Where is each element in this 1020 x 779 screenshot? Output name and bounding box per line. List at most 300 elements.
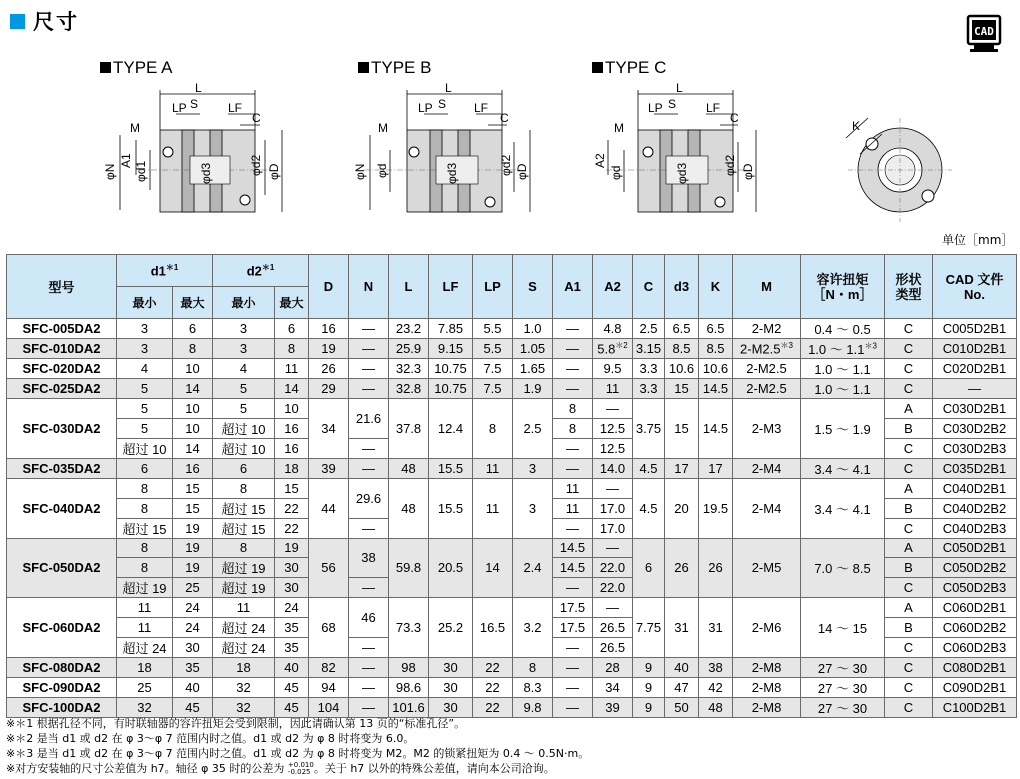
cell-d3: 26: [665, 538, 699, 598]
cell-C: 3.15: [633, 339, 665, 359]
cell-S: 1.05: [513, 339, 553, 359]
svg-text:LP: LP: [648, 101, 663, 115]
cell-d1max: 19: [173, 518, 213, 538]
cell-type: A: [885, 478, 933, 498]
svg-text:A2: A2: [593, 153, 607, 168]
cell-d2max: 6: [275, 319, 309, 339]
header-d2: $d2^{*1}$: [213, 255, 309, 287]
cell-d1min: 超过 24: [117, 638, 173, 658]
header-d2-min: 最小: [213, 287, 275, 319]
footnote-3: ※＊3 是当 d1 或 d2 在 φ 3～φ 7 范围内时之值。d1 或 d2 为 φ 8 时将变为 M2。M2 的锁紧扭矩为 0.4 ～ 0.5N·m。: [6, 747, 590, 760]
cell-A2: 11: [593, 379, 633, 399]
cell-torque: 1.0 ～ $1.1^{*3}$: [801, 339, 885, 359]
cell-d1min: 8: [117, 498, 173, 518]
table-row: [7, 359, 1017, 379]
cell-D: 39: [309, 458, 349, 478]
cell-A2: 26.5: [593, 618, 633, 638]
cell-type: A: [885, 598, 933, 618]
cell-S: 2.4: [513, 538, 553, 598]
cell-d2min: 超过 19: [213, 578, 275, 598]
svg-text:M: M: [614, 121, 624, 135]
cell-L: 73.3: [389, 598, 429, 658]
cell-type: C: [885, 518, 933, 538]
cell-LF: 30: [429, 658, 473, 678]
cell-LF: 25.2: [429, 598, 473, 658]
cell-LF: 12.4: [429, 399, 473, 459]
page-title: 尺寸: [33, 10, 79, 34]
cell-A2: 26.5: [593, 638, 633, 658]
cell-cad: C035D2B1: [933, 458, 1017, 478]
model-cell: SFC-020DA2: [7, 359, 117, 379]
cell-type: B: [885, 418, 933, 438]
svg-text:φd2: φd2: [249, 154, 263, 176]
cell-M: 2-M3: [733, 399, 801, 459]
cell-L: 101.6: [389, 698, 429, 718]
cell-N: —: [349, 678, 389, 698]
cell-N: —: [349, 379, 389, 399]
cell-K: 6.5: [699, 319, 733, 339]
cell-d2min: 32: [213, 698, 275, 718]
cell-type: B: [885, 498, 933, 518]
cell-d2min: 超过 15: [213, 498, 275, 518]
cell-L: 32.8: [389, 379, 429, 399]
cell-d3: 50: [665, 698, 699, 718]
cell-M: 2-M4: [733, 478, 801, 538]
cell-M: 2-M6: [733, 598, 801, 658]
cell-torque: 27 ～ 30: [801, 658, 885, 678]
cell-D: 44: [309, 478, 349, 538]
cell-C: 6: [633, 538, 665, 598]
svg-text:LP: LP: [172, 101, 187, 115]
svg-text:S: S: [438, 97, 447, 111]
cell-M: 2-M8: [733, 658, 801, 678]
cell-L: 59.8: [389, 538, 429, 598]
svg-text:LP: LP: [418, 101, 433, 115]
cell-A2: 17.0: [593, 498, 633, 518]
cell-C: 4.5: [633, 478, 665, 538]
cell-d1max: 14: [173, 379, 213, 399]
cell-N: —: [349, 458, 389, 478]
cell-d1max: 10: [173, 359, 213, 379]
cell-A1: —: [553, 698, 593, 718]
cell-K: 26: [699, 538, 733, 598]
header-L: L: [389, 255, 429, 319]
cell-type: C: [885, 319, 933, 339]
cell-D: 29: [309, 379, 349, 399]
svg-text:φD: φD: [267, 163, 281, 180]
cell-type: A: [885, 538, 933, 558]
cell-d3: 40: [665, 658, 699, 678]
cell-LP: 22: [473, 658, 513, 678]
cell-d2max: 30: [275, 558, 309, 578]
cell-N: —: [349, 518, 389, 538]
footnotes: [6, 716, 589, 776]
header-d2-max: 最大: [275, 287, 309, 319]
cell-cad: C050D2B3: [933, 578, 1017, 598]
cell-N: 46: [349, 598, 389, 638]
cell-d1min: 6: [117, 458, 173, 478]
cell-N: —: [349, 578, 389, 598]
cell-d2max: 14: [275, 379, 309, 399]
cell-d1max: 15: [173, 478, 213, 498]
cell-LP: 5.5: [473, 319, 513, 339]
cell-D: 16: [309, 319, 349, 339]
cell-d3: 10.6: [665, 359, 699, 379]
cell-torque: 1.0 ～ 1.1: [801, 379, 885, 399]
cell-d2max: 24: [275, 598, 309, 618]
cell-cad: C040D2B2: [933, 498, 1017, 518]
cell-C: 9: [633, 678, 665, 698]
cell-d2max: 45: [275, 698, 309, 718]
cell-d1min: 25: [117, 678, 173, 698]
cell-d2min: 超过 10: [213, 438, 275, 458]
cell-C: 4.5: [633, 458, 665, 478]
cell-type: C: [885, 379, 933, 399]
svg-text:A1: A1: [119, 153, 133, 168]
spec-table: [6, 254, 1017, 718]
cell-torque: 27 ～ 30: [801, 678, 885, 698]
cell-LF: 30: [429, 678, 473, 698]
model-cell: SFC-005DA2: [7, 319, 117, 339]
cell-d1max: 30: [173, 638, 213, 658]
cell-type: C: [885, 578, 933, 598]
cell-L: 32.3: [389, 359, 429, 379]
cell-cad: C020D2B1: [933, 359, 1017, 379]
table-row: [7, 458, 1017, 478]
cell-d3: 47: [665, 678, 699, 698]
cell-cad: C030D2B2: [933, 418, 1017, 438]
cell-S: 3: [513, 478, 553, 538]
cell-D: 19: [309, 339, 349, 359]
cell-type: C: [885, 658, 933, 678]
footnote-1: ※＊1 根据孔径不同，有时联轴器的容许扭矩会受到限制，因此请确认第 13 页的“标准孔径”。: [6, 717, 466, 730]
cell-LP: 8: [473, 399, 513, 459]
cell-d2max: 10: [275, 399, 309, 419]
model-cell: SFC-080DA2: [7, 658, 117, 678]
cell-d2min: 超过 15: [213, 518, 275, 538]
cell-d2max: 15: [275, 478, 309, 498]
cell-N: 21.6: [349, 399, 389, 439]
cell-d2max: 30: [275, 578, 309, 598]
header-torque: 容许扭矩 ［N・m］: [801, 255, 885, 319]
table-row: [7, 319, 1017, 339]
cell-S: 3.2: [513, 598, 553, 658]
cell-C: 7.75: [633, 598, 665, 658]
cell-C: 3.75: [633, 399, 665, 459]
cell-LF: 10.75: [429, 359, 473, 379]
cell-M: $2-M2.5^{*3}$: [733, 339, 801, 359]
cell-type: C: [885, 458, 933, 478]
cell-K: 8.5: [699, 339, 733, 359]
cell-LP: 14: [473, 538, 513, 598]
cell-d3: 6.5: [665, 319, 699, 339]
cell-d1min: 3: [117, 319, 173, 339]
cell-d2max: 35: [275, 618, 309, 638]
cell-A1: —: [553, 518, 593, 538]
cell-d2max: 8: [275, 339, 309, 359]
cell-d1min: 11: [117, 618, 173, 638]
cell-A1: —: [553, 438, 593, 458]
cell-A1: —: [553, 359, 593, 379]
cell-d1min: 4: [117, 359, 173, 379]
svg-text:φd3: φd3: [199, 162, 213, 184]
cad-download-icon[interactable]: [966, 14, 1002, 54]
cell-LP: 7.5: [473, 379, 513, 399]
cell-L: 48: [389, 478, 429, 538]
cell-M: 2-M8: [733, 698, 801, 718]
cell-A1: —: [553, 658, 593, 678]
cell-d2max: 22: [275, 518, 309, 538]
svg-text:C: C: [252, 111, 261, 125]
unit-note: 单位［mm］: [942, 233, 1014, 247]
svg-text:φN: φN: [353, 163, 367, 180]
cell-d1max: 15: [173, 498, 213, 518]
cell-S: 1.9: [513, 379, 553, 399]
cell-d2max: 35: [275, 638, 309, 658]
cell-d1min: 8: [117, 538, 173, 558]
cell-N: —: [349, 658, 389, 678]
cell-cad: C030D2B1: [933, 399, 1017, 419]
cell-cad: C040D2B3: [933, 518, 1017, 538]
model-cell: SFC-010DA2: [7, 339, 117, 359]
cell-D: 56: [309, 538, 349, 598]
cell-LF: 15.5: [429, 458, 473, 478]
cell-K: 31: [699, 598, 733, 658]
cell-LP: 11: [473, 478, 513, 538]
cell-M: 2-M2.5: [733, 379, 801, 399]
cell-torque: 0.4 ～ 0.5: [801, 319, 885, 339]
cell-d1min: 超过 15: [117, 518, 173, 538]
svg-text:L: L: [195, 81, 202, 95]
cell-S: 9.8: [513, 698, 553, 718]
header-S: S: [513, 255, 553, 319]
cell-M: 2-M8: [733, 678, 801, 698]
svg-text:M: M: [378, 121, 388, 135]
cell-type: C: [885, 638, 933, 658]
svg-text:φd2: φd2: [499, 154, 513, 176]
cell-cad: C030D2B3: [933, 438, 1017, 458]
cell-d1min: 18: [117, 658, 173, 678]
cell-D: 34: [309, 399, 349, 459]
cell-A1: 8: [553, 399, 593, 419]
cell-A1: —: [553, 319, 593, 339]
cell-A2: 34: [593, 678, 633, 698]
cell-LP: 22: [473, 678, 513, 698]
cell-A1: 17.5: [553, 598, 593, 618]
footnote-2: ※＊2 是当 d1 或 d2 在 φ 3～φ 7 范围内时之值。d1 或 d2 为 φ 8 时将变为 6.0。: [6, 732, 415, 745]
cell-d2min: 超过 10: [213, 418, 275, 438]
cell-torque: 3.4 ～ 4.1: [801, 478, 885, 538]
cell-d1max: 19: [173, 558, 213, 578]
cell-S: 8.3: [513, 678, 553, 698]
cell-d3: 15: [665, 399, 699, 459]
cell-d1max: 6: [173, 319, 213, 339]
cell-type: C: [885, 698, 933, 718]
cell-LP: 5.5: [473, 339, 513, 359]
cell-cad: C090D2B1: [933, 678, 1017, 698]
cell-type: B: [885, 618, 933, 638]
svg-text:φd: φd: [375, 163, 389, 178]
svg-text:C: C: [730, 111, 739, 125]
table-row: [7, 698, 1017, 718]
header-model: 型号: [7, 255, 117, 319]
table-row: [7, 379, 1017, 399]
type-c-label: TYPE C: [592, 58, 666, 78]
cell-cad: C005D2B1: [933, 319, 1017, 339]
cell-S: 3: [513, 458, 553, 478]
cell-S: 1.65: [513, 359, 553, 379]
model-cell: SFC-090DA2: [7, 678, 117, 698]
cell-A2: 22.0: [593, 558, 633, 578]
header-M: M: [733, 255, 801, 319]
cell-cad: C010D2B1: [933, 339, 1017, 359]
header-d1-max: 最大: [173, 287, 213, 319]
svg-text:φd3: φd3: [675, 162, 689, 184]
cell-d2min: 超过 19: [213, 558, 275, 578]
cell-torque: 27 ～ 30: [801, 698, 885, 718]
header-N: N: [349, 255, 389, 319]
header-D: D: [309, 255, 349, 319]
cell-C: 2.5: [633, 319, 665, 339]
cell-d1max: 24: [173, 598, 213, 618]
svg-text:K: K: [852, 119, 861, 133]
cell-d2min: 8: [213, 538, 275, 558]
cell-d1max: 19: [173, 538, 213, 558]
cell-N: 29.6: [349, 478, 389, 518]
cell-cad: C040D2B1: [933, 478, 1017, 498]
cell-d2min: 6: [213, 458, 275, 478]
cell-D: 94: [309, 678, 349, 698]
cell-K: 42: [699, 678, 733, 698]
table-row: [7, 339, 1017, 359]
cell-d3: 8.5: [665, 339, 699, 359]
svg-text:L: L: [445, 81, 452, 95]
svg-text:S: S: [190, 97, 199, 111]
end-view-drawing: [838, 110, 968, 225]
cell-cad: C060D2B2: [933, 618, 1017, 638]
cell-N: —: [349, 339, 389, 359]
cell-d1min: 5: [117, 379, 173, 399]
cell-LF: 20.5: [429, 538, 473, 598]
cell-type: C: [885, 678, 933, 698]
header-A1: A1: [553, 255, 593, 319]
table-row: [7, 399, 1017, 419]
cell-C: 3.3: [633, 359, 665, 379]
cell-A1: 11: [553, 478, 593, 498]
cell-d2min: 超过 24: [213, 618, 275, 638]
cell-K: 14.5: [699, 379, 733, 399]
cell-N: —: [349, 359, 389, 379]
table-row: [7, 478, 1017, 498]
cell-A1: —: [553, 458, 593, 478]
cell-A2: —: [593, 598, 633, 618]
cell-S: 8: [513, 658, 553, 678]
cell-D: 68: [309, 598, 349, 658]
type-c-drawing: [588, 80, 788, 230]
cell-d1min: 3: [117, 339, 173, 359]
cell-d1max: 24: [173, 618, 213, 638]
section-header: [10, 6, 79, 36]
cell-A1: 8: [553, 418, 593, 438]
header-C: C: [633, 255, 665, 319]
header-LF: LF: [429, 255, 473, 319]
cell-d1min: 5: [117, 418, 173, 438]
cell-d3: 31: [665, 598, 699, 658]
cell-C: 3.3: [633, 379, 665, 399]
cell-S: 2.5: [513, 399, 553, 459]
cell-d1max: 10: [173, 399, 213, 419]
cad-icon-label: CAD: [974, 25, 994, 38]
cell-type: C: [885, 438, 933, 458]
cell-LF: 15.5: [429, 478, 473, 538]
model-cell: SFC-025DA2: [7, 379, 117, 399]
svg-text:M: M: [130, 121, 140, 135]
svg-text:LF: LF: [228, 101, 243, 115]
cell-d2min: 5: [213, 379, 275, 399]
cell-L: 98.6: [389, 678, 429, 698]
cell-d2min: 32: [213, 678, 275, 698]
cell-torque: 1.5 ～ 1.9: [801, 399, 885, 459]
cell-L: 37.8: [389, 399, 429, 459]
cell-d2min: 18: [213, 658, 275, 678]
cell-cad: C060D2B1: [933, 598, 1017, 618]
cell-A2: 22.0: [593, 578, 633, 598]
svg-text:S: S: [668, 97, 677, 111]
cell-LF: 9.15: [429, 339, 473, 359]
cell-A2: 12.5: [593, 438, 633, 458]
cell-d1min: 超过 19: [117, 578, 173, 598]
cell-A1: 14.5: [553, 538, 593, 558]
cell-K: 17: [699, 458, 733, 478]
type-a-label: TYPE A: [100, 58, 173, 78]
cell-A1: —: [553, 578, 593, 598]
header-LP: LP: [473, 255, 513, 319]
cell-A2: —: [593, 478, 633, 498]
cell-d2max: 19: [275, 538, 309, 558]
svg-text:LF: LF: [706, 101, 721, 115]
cell-C: 9: [633, 698, 665, 718]
cell-K: 48: [699, 698, 733, 718]
cell-d1max: 10: [173, 418, 213, 438]
model-cell: SFC-050DA2: [7, 538, 117, 598]
spec-table-body: [7, 319, 1017, 718]
svg-text:L: L: [676, 81, 683, 95]
table-row: [7, 658, 1017, 678]
cell-A2: 39: [593, 698, 633, 718]
cell-d1max: 14: [173, 438, 213, 458]
cell-K: 14.5: [699, 399, 733, 459]
cell-d1min: 32: [117, 698, 173, 718]
cell-L: 48: [389, 458, 429, 478]
cell-torque: 7.0 ～ 8.5: [801, 538, 885, 598]
cell-d2min: 3: [213, 339, 275, 359]
cell-L: 25.9: [389, 339, 429, 359]
cell-LF: 10.75: [429, 379, 473, 399]
cell-d1min: 8: [117, 558, 173, 578]
cell-LP: 22: [473, 698, 513, 718]
cell-torque: 1.0 ～ 1.1: [801, 359, 885, 379]
cell-d1min: 5: [117, 399, 173, 419]
cell-d1max: 25: [173, 578, 213, 598]
cell-A2: 17.0: [593, 518, 633, 538]
cell-A1: —: [553, 638, 593, 658]
cell-A1: 11: [553, 498, 593, 518]
header-d1: $d1^{*1}$: [117, 255, 213, 287]
header-A2: A2: [593, 255, 633, 319]
cell-A2: 9.5: [593, 359, 633, 379]
cell-C: 9: [633, 658, 665, 678]
svg-text:LF: LF: [474, 101, 489, 115]
